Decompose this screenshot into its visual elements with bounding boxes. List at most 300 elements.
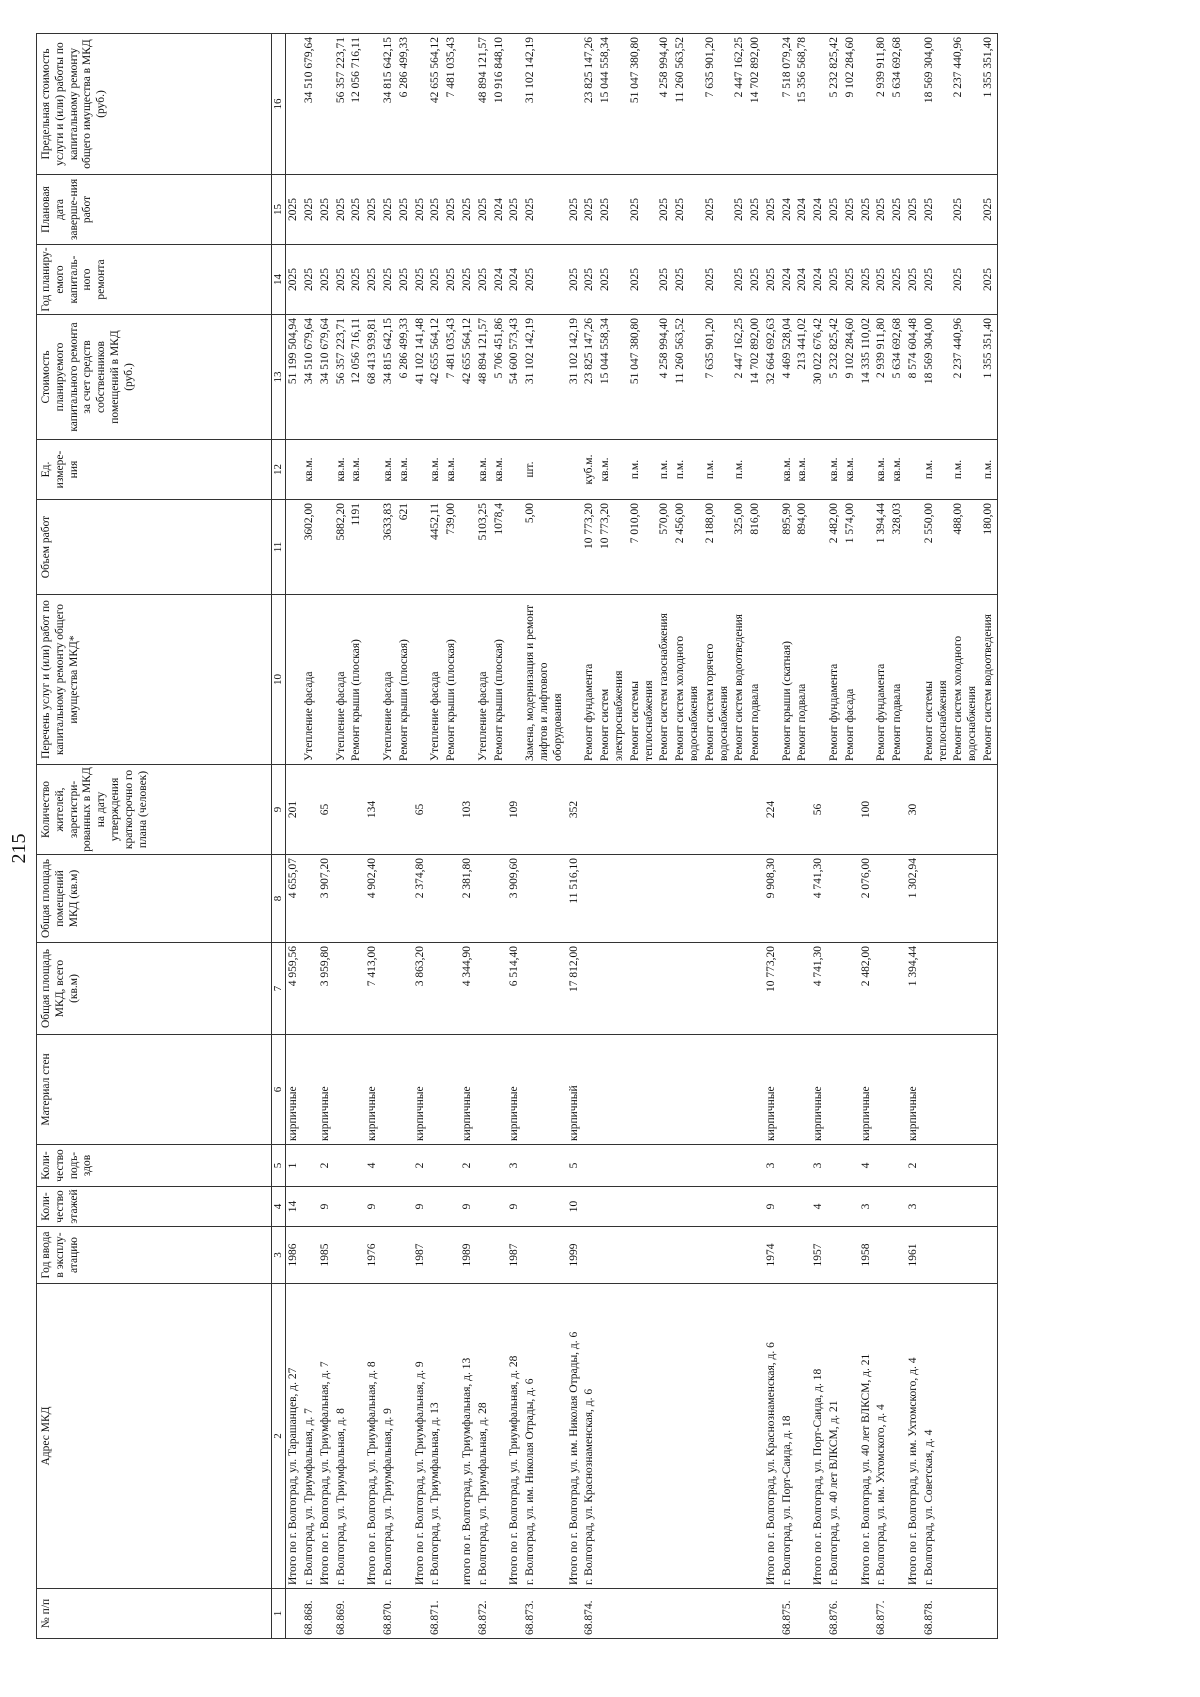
residents-cell: 352 [567, 765, 583, 855]
cost-cell: 5 634 692,68 [890, 315, 906, 440]
floors-cell [492, 1187, 508, 1227]
total-area-cell: 1 394,44 [906, 943, 922, 1035]
residents-cell: 30 [906, 765, 922, 855]
cost-cell: 2 447 162,25 [732, 315, 748, 440]
wall-material-cell [780, 1035, 796, 1145]
residents-cell [748, 765, 764, 855]
premises-area-cell [827, 855, 843, 943]
work-type-cell: Ремонт системы теплоснабжения [922, 595, 952, 765]
work-type-cell [507, 595, 523, 765]
work-type-cell: Ремонт подвала [890, 595, 906, 765]
row-index: 68.870. [381, 1589, 397, 1639]
address-cell: Итого по г. Волгоград, ул. Триумфальная, д. 9 [413, 1284, 429, 1589]
completion-year-cell: 2025 [413, 175, 429, 245]
year-cell [981, 1227, 997, 1284]
residents-cell: 65 [318, 765, 334, 855]
premises-area-cell [334, 855, 350, 943]
year-cell [598, 1227, 628, 1284]
column-number: 8 [272, 855, 286, 943]
max-cost-cell: 56 357 223,71 [334, 34, 350, 175]
address-cell [349, 1284, 365, 1589]
floors-cell [523, 1187, 566, 1227]
row-index [567, 1589, 583, 1639]
unit-cell [507, 440, 523, 500]
address-cell [444, 1284, 460, 1589]
table-row [507, 34, 523, 1639]
repair-year-cell: 2025 [890, 245, 906, 315]
total-area-cell [874, 943, 890, 1035]
max-cost-cell [859, 34, 875, 175]
repair-year-cell: 2025 [874, 245, 890, 315]
residents-cell: 224 [764, 765, 780, 855]
year-cell: 1989 [460, 1227, 476, 1284]
wall-material-cell [492, 1035, 508, 1145]
repair-year-cell: 2025 [673, 245, 703, 315]
work-type-cell: Ремонт систем газоснабжения [657, 595, 673, 765]
unit-cell [318, 440, 334, 500]
address-cell: г. Волгоград, ул. Порт-Саида, д. 18 [780, 1284, 796, 1589]
repair-year-cell: 2025 [703, 245, 733, 315]
work-type-cell: Ремонт фасада [843, 595, 859, 765]
repair-year-cell: 2025 [859, 245, 875, 315]
total-area-cell [922, 943, 952, 1035]
max-cost-cell [286, 34, 302, 175]
cost-cell: 7 635 901,20 [703, 315, 733, 440]
year-cell [302, 1227, 318, 1284]
completion-year-cell: 2025 [507, 175, 523, 245]
residents-cell [492, 765, 508, 855]
total-area-cell [843, 943, 859, 1035]
work-type-cell [764, 595, 780, 765]
address-cell: г. Волгоград, ул. Триумфальная, д. 8 [334, 1284, 350, 1589]
max-cost-cell: 34 815 642,15 [381, 34, 397, 175]
row-index [795, 1589, 811, 1639]
unit-cell [748, 440, 764, 500]
volume-cell: 10 773,20 [598, 500, 628, 595]
cost-cell: 18 569 304,00 [922, 315, 952, 440]
table-row [444, 34, 460, 1639]
table-row [397, 34, 413, 1639]
address-cell: г. Волгоград, ул. Триумфальная, д. 7 [302, 1284, 318, 1589]
wall-material-cell [349, 1035, 365, 1145]
total-area-cell [397, 943, 413, 1035]
cost-cell: 34 510 679,64 [302, 315, 318, 440]
unit-cell [460, 440, 476, 500]
page-number: 215 [8, 833, 30, 864]
entrances-cell: 4 [859, 1145, 875, 1187]
unit-cell: кв.м. [827, 440, 843, 500]
total-area-cell [428, 943, 444, 1035]
row-index [657, 1589, 673, 1639]
repair-year-cell: 2024 [795, 245, 811, 315]
premises-area-cell [703, 855, 733, 943]
completion-year-cell: 2025 [843, 175, 859, 245]
completion-year-cell: 2025 [286, 175, 302, 245]
floors-cell: 9 [413, 1187, 429, 1227]
residents-cell [673, 765, 703, 855]
repair-year-cell: 2025 [428, 245, 444, 315]
row-index: 68.878. [922, 1589, 952, 1639]
address-cell: Итого по г. Волгоград, ул. Краснознаменская, д. 6 [764, 1284, 780, 1589]
cost-cell: 2 237 440,96 [951, 315, 981, 440]
table-row [843, 34, 859, 1639]
floors-cell [703, 1187, 733, 1227]
residents-cell [703, 765, 733, 855]
residents-cell [981, 765, 997, 855]
row-index: 68.874. [582, 1589, 598, 1639]
year-cell: 1974 [764, 1227, 780, 1284]
entrances-cell: 2 [460, 1145, 476, 1187]
wall-material-cell: кирпичные [859, 1035, 875, 1145]
floors-cell [874, 1187, 890, 1227]
max-cost-cell: 5 232 825,42 [827, 34, 843, 175]
table-row [703, 34, 733, 1639]
premises-area-cell [657, 855, 673, 943]
residents-cell: 201 [286, 765, 302, 855]
cost-cell: 14 702 892,00 [748, 315, 764, 440]
table-row [657, 34, 673, 1639]
premises-area-cell [780, 855, 796, 943]
completion-year-cell: 2025 [460, 175, 476, 245]
unit-cell: куб.м. [582, 440, 598, 500]
work-type-cell: Утепление фасада [334, 595, 350, 765]
residents-cell: 109 [507, 765, 523, 855]
header-cell-works: Перечень услуг и (или) работ по капитальному ремонту общего имущества МКД* [37, 595, 272, 765]
entrances-cell [397, 1145, 413, 1187]
repair-year-cell: 2025 [628, 245, 658, 315]
volume-cell: 5103,25 [476, 500, 492, 595]
header-cell-cost: Стоимость планируемого капитального ремонта за счет средств собственников помещений в МКД (руб.) [37, 315, 272, 440]
volume-cell: 739,00 [444, 500, 460, 595]
total-area-cell: 17 812,00 [567, 943, 583, 1035]
wall-material-cell [922, 1035, 952, 1145]
floors-cell [732, 1187, 748, 1227]
repair-year-cell: 2025 [460, 245, 476, 315]
year-cell [748, 1227, 764, 1284]
completion-year-cell: 2025 [827, 175, 843, 245]
volume-cell: 5882,20 [334, 500, 350, 595]
year-cell [780, 1227, 796, 1284]
floors-cell: 9 [764, 1187, 780, 1227]
total-area-cell [657, 943, 673, 1035]
table-row [428, 34, 444, 1639]
premises-area-cell [628, 855, 658, 943]
repair-year-cell: 2025 [981, 245, 997, 315]
total-area-cell: 6 514,40 [507, 943, 523, 1035]
entrances-cell [444, 1145, 460, 1187]
volume-cell: 621 [397, 500, 413, 595]
total-area-cell [780, 943, 796, 1035]
volume-cell: 10 773,20 [582, 500, 598, 595]
residents-cell [922, 765, 952, 855]
row-index: 68.873. [523, 1589, 566, 1639]
wall-material-cell: кирпичный [567, 1035, 583, 1145]
entrances-cell [703, 1145, 733, 1187]
total-area-cell [334, 943, 350, 1035]
volume-cell: 3633,83 [381, 500, 397, 595]
total-area-cell [795, 943, 811, 1035]
premises-area-cell [890, 855, 906, 943]
year-cell: 1999 [567, 1227, 583, 1284]
row-index [492, 1589, 508, 1639]
cost-cell: 41 102 141,48 [413, 315, 429, 440]
row-index [764, 1589, 780, 1639]
year-cell [657, 1227, 673, 1284]
max-cost-cell: 51 047 380,80 [628, 34, 658, 175]
total-area-cell: 3 863,20 [413, 943, 429, 1035]
table-row [492, 34, 508, 1639]
address-cell: Итого по г. Волгоград, ул. Триумфальная, д. 28 [507, 1284, 523, 1589]
cost-cell: 12 056 716,11 [349, 315, 365, 440]
completion-year-cell: 2025 [444, 175, 460, 245]
year-cell [673, 1227, 703, 1284]
year-cell [843, 1227, 859, 1284]
cost-cell: 34 815 642,15 [381, 315, 397, 440]
repair-year-cell: 2024 [507, 245, 523, 315]
address-cell: г. Волгоград, ул. Триумфальная, д. 28 [476, 1284, 492, 1589]
work-type-cell [906, 595, 922, 765]
max-cost-cell: 31 102 142,19 [523, 34, 566, 175]
premises-area-cell [732, 855, 748, 943]
max-cost-cell: 18 569 304,00 [922, 34, 952, 175]
premises-area-cell [981, 855, 997, 943]
table-row [981, 34, 997, 1639]
total-area-cell [748, 943, 764, 1035]
table-row [582, 34, 598, 1639]
floors-cell [890, 1187, 906, 1227]
completion-year-cell: 2025 [365, 175, 381, 245]
completion-year-cell: 2025 [874, 175, 890, 245]
year-cell [381, 1227, 397, 1284]
table-row [598, 34, 628, 1639]
premises-area-cell: 4 655,07 [286, 855, 302, 943]
max-cost-cell: 9 102 284,60 [843, 34, 859, 175]
year-cell [628, 1227, 658, 1284]
entrances-cell [827, 1145, 843, 1187]
column-number: 15 [272, 175, 286, 245]
completion-year-cell: 2025 [318, 175, 334, 245]
table-row [286, 34, 302, 1639]
volume-cell [365, 500, 381, 595]
max-cost-cell: 10 916 848,10 [492, 34, 508, 175]
unit-cell: кв.м. [444, 440, 460, 500]
row-index: 68.877. [874, 1589, 890, 1639]
max-cost-cell: 1 355 351,40 [981, 34, 997, 175]
wall-material-cell [428, 1035, 444, 1145]
repair-year-cell: 2024 [492, 245, 508, 315]
total-area-cell [582, 943, 598, 1035]
unit-cell [811, 440, 827, 500]
unit-cell [764, 440, 780, 500]
wall-material-cell: кирпичные [906, 1035, 922, 1145]
address-cell: г. Волгоград, ул. им. Ухтомского, д. 4 [874, 1284, 890, 1589]
volume-cell: 894,00 [795, 500, 811, 595]
cost-cell: 54 600 573,43 [507, 315, 523, 440]
completion-year-cell: 2025 [981, 175, 997, 245]
total-area-cell: 10 773,20 [764, 943, 780, 1035]
header-cell-volume: Объем работ [37, 500, 272, 595]
address-cell [628, 1284, 658, 1589]
wall-material-cell [334, 1035, 350, 1145]
floors-cell: 9 [365, 1187, 381, 1227]
max-cost-cell [413, 34, 429, 175]
table-row [673, 34, 703, 1639]
residents-cell [476, 765, 492, 855]
max-cost-cell: 5 634 692,68 [890, 34, 906, 175]
wall-material-cell [843, 1035, 859, 1145]
row-index [703, 1589, 733, 1639]
cost-cell: 34 510 679,64 [318, 315, 334, 440]
floors-cell: 14 [286, 1187, 302, 1227]
completion-year-cell: 2025 [349, 175, 365, 245]
table-row [874, 34, 890, 1639]
repair-year-cell: 2025 [567, 245, 583, 315]
completion-year-cell: 2025 [859, 175, 875, 245]
completion-year-cell: 2025 [381, 175, 397, 245]
table-row [413, 34, 429, 1639]
premises-area-cell [673, 855, 703, 943]
repair-year-cell: 2025 [748, 245, 764, 315]
row-index [460, 1589, 476, 1639]
column-number: 13 [272, 315, 286, 440]
volume-cell: 328,03 [890, 500, 906, 595]
repair-year-cell: 2025 [286, 245, 302, 315]
residents-cell: 103 [460, 765, 476, 855]
column-number: 12 [272, 440, 286, 500]
volume-cell [567, 500, 583, 595]
floors-cell [981, 1187, 997, 1227]
table-row [567, 34, 583, 1639]
address-cell [397, 1284, 413, 1589]
row-index [349, 1589, 365, 1639]
table-row [476, 34, 492, 1639]
wall-material-cell [874, 1035, 890, 1145]
row-index [906, 1589, 922, 1639]
unit-cell: п.м. [922, 440, 952, 500]
unit-cell: кв.м. [476, 440, 492, 500]
premises-area-cell: 9 908,30 [764, 855, 780, 943]
address-cell: Итого по г. Волгоград, ул. им. Ухтомского, д. 4 [906, 1284, 922, 1589]
address-cell [703, 1284, 733, 1589]
residents-cell [628, 765, 658, 855]
wall-material-cell: кирпичные [764, 1035, 780, 1145]
residents-cell [732, 765, 748, 855]
volume-cell [460, 500, 476, 595]
entrances-cell: 3 [507, 1145, 523, 1187]
floors-cell [444, 1187, 460, 1227]
repair-year-cell: 2025 [951, 245, 981, 315]
residents-cell [444, 765, 460, 855]
wall-material-cell [598, 1035, 628, 1145]
cost-cell: 68 413 939,81 [365, 315, 381, 440]
premises-area-cell [951, 855, 981, 943]
wall-material-cell: кирпичные [460, 1035, 476, 1145]
work-type-cell: Ремонт систем водоотведения [732, 595, 748, 765]
completion-year-cell: 2025 [922, 175, 952, 245]
floors-cell [922, 1187, 952, 1227]
address-cell: Итого по г. Волгоград, ул. Порт-Саида, д. 18 [811, 1284, 827, 1589]
total-area-cell [951, 943, 981, 1035]
completion-year-cell: 2025 [476, 175, 492, 245]
cost-cell: 31 102 142,19 [567, 315, 583, 440]
table-row [628, 34, 658, 1639]
address-cell [890, 1284, 906, 1589]
max-cost-cell: 6 286 499,33 [397, 34, 413, 175]
floors-cell [673, 1187, 703, 1227]
max-cost-cell: 11 260 563,52 [673, 34, 703, 175]
premises-area-cell [843, 855, 859, 943]
cost-cell: 5 232 825,42 [827, 315, 843, 440]
wall-material-cell [795, 1035, 811, 1145]
unit-cell: п.м. [703, 440, 733, 500]
work-type-cell: Ремонт фундамента [582, 595, 598, 765]
year-cell [732, 1227, 748, 1284]
completion-year-cell: 2024 [811, 175, 827, 245]
work-type-cell [567, 595, 583, 765]
cost-cell: 9 102 284,60 [843, 315, 859, 440]
entrances-cell: 3 [811, 1145, 827, 1187]
row-index: 68.876. [827, 1589, 843, 1639]
max-cost-cell: 12 056 716,11 [349, 34, 365, 175]
unit-cell [413, 440, 429, 500]
floors-cell: 3 [859, 1187, 875, 1227]
year-cell [349, 1227, 365, 1284]
volume-cell [318, 500, 334, 595]
unit-cell: п.м. [673, 440, 703, 500]
wall-material-cell: кирпичные [318, 1035, 334, 1145]
wall-material-cell [582, 1035, 598, 1145]
cost-cell: 51 199 504,94 [286, 315, 302, 440]
volume-cell: 488,00 [951, 500, 981, 595]
max-cost-cell: 23 825 147,26 [582, 34, 598, 175]
max-cost-cell: 7 518 079,24 [780, 34, 796, 175]
address-cell [657, 1284, 673, 1589]
column-number: 7 [272, 943, 286, 1035]
volume-cell: 2 550,00 [922, 500, 952, 595]
volume-cell: 4452,11 [428, 500, 444, 595]
row-index: 68.868. [302, 1589, 318, 1639]
unit-cell: кв.м. [397, 440, 413, 500]
address-cell [795, 1284, 811, 1589]
entrances-cell [922, 1145, 952, 1187]
header-cell-wall-material: Материал стен [37, 1035, 272, 1145]
volume-cell: 2 482,00 [827, 500, 843, 595]
cost-cell: 42 655 564,12 [460, 315, 476, 440]
unit-cell: кв.м. [890, 440, 906, 500]
repair-year-cell: 2025 [764, 245, 780, 315]
year-cell [428, 1227, 444, 1284]
work-type-cell: Ремонт крыши (плоская) [349, 595, 365, 765]
total-area-cell: 4 344,90 [460, 943, 476, 1035]
header-cell-index: № п/п [37, 1589, 272, 1639]
total-area-cell [703, 943, 733, 1035]
residents-cell [951, 765, 981, 855]
year-cell: 1976 [365, 1227, 381, 1284]
total-area-cell: 7 413,00 [365, 943, 381, 1035]
total-area-cell: 4 959,56 [286, 943, 302, 1035]
repair-year-cell: 2025 [349, 245, 365, 315]
year-cell [922, 1227, 952, 1284]
repair-year-cell: 2025 [827, 245, 843, 315]
max-cost-cell: 48 894 121,57 [476, 34, 492, 175]
residents-cell [428, 765, 444, 855]
year-cell: 1986 [286, 1227, 302, 1284]
year-cell [523, 1227, 566, 1284]
floors-cell [334, 1187, 350, 1227]
repair-year-cell: 2025 [657, 245, 673, 315]
table-row [827, 34, 843, 1639]
table-row [748, 34, 764, 1639]
